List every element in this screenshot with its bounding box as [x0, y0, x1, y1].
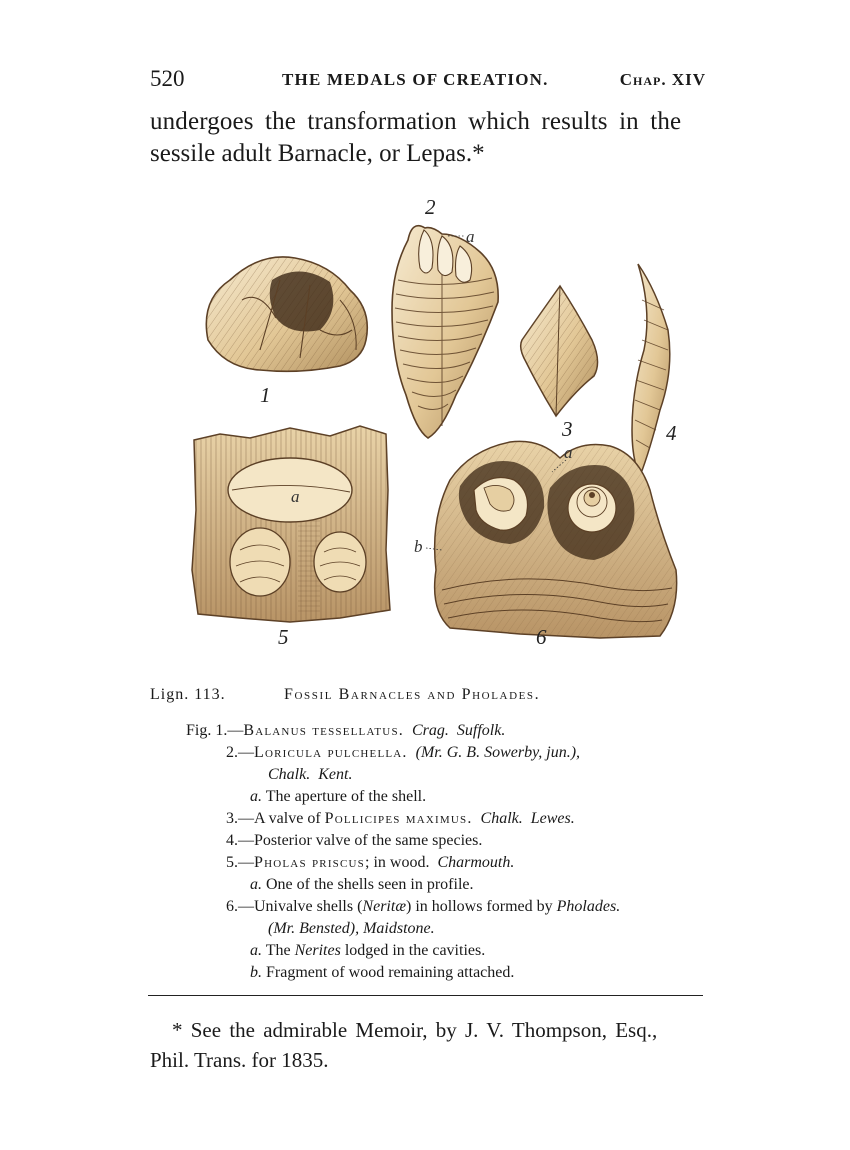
legend-text: One of the shells seen in profile. [266, 876, 474, 893]
sub-letter: a. [250, 788, 262, 805]
fig-6-letter-a: a [564, 443, 573, 462]
authority: (Mr. G. B. Sowerby, jun.), [415, 744, 581, 761]
chapter-label: Chap. XIV [619, 70, 706, 89]
fig-label-4: 4 [666, 421, 677, 445]
legend-row-fig-2 [186, 742, 706, 764]
authority: (Mr. Bensted), [268, 920, 360, 937]
sub-letter: b. [250, 964, 262, 981]
fig-label-6: 6 [536, 625, 547, 649]
legend-row-fig-5a [186, 874, 706, 896]
plate-svg [180, 190, 700, 660]
sub-letter: a. [250, 942, 262, 959]
body-line-2: sessile adult Barnacle, or Lepas.* [150, 140, 485, 167]
species-name: Balanus tessellatus. [243, 722, 404, 739]
fig-label-3: 3 [562, 417, 573, 441]
running-title: THE MEDALS OF CREATION. [282, 70, 549, 89]
legend-text: lodged in the cavities. [344, 942, 486, 959]
legend-row-fig-6 [186, 896, 706, 918]
locality: Lewes. [530, 810, 575, 827]
footnote-line-1: * See the admirable Memoir, by J. V. Thompson, Esq., [172, 1018, 658, 1042]
figure-legend [186, 720, 706, 984]
fig-3-pollicipes-valve [521, 286, 598, 416]
fig-label-5: 5 [278, 625, 289, 649]
fig-4-posterior-valve [632, 264, 670, 476]
fig-5-letter-a: a [291, 487, 300, 506]
legend-fig-number: 5.— [226, 854, 254, 871]
sub-letter: a. [250, 876, 262, 893]
legend-text: 3.—A valve of [226, 810, 321, 827]
legend-fig-number: Fig. 1.— [186, 722, 244, 739]
locality: Chalk. [480, 810, 523, 827]
legend-text: 4.—Posterior valve of the same species. [226, 832, 483, 849]
locality: Kent. [318, 766, 353, 783]
body-line-1: undergoes the transformation which results in the [150, 108, 682, 135]
legend-row-fig-6-locality [186, 918, 706, 940]
fig-2-loricula [392, 226, 498, 438]
body-paragraph [150, 106, 710, 170]
page-number: 520 [150, 66, 185, 91]
legend-row-fig-2a [186, 786, 706, 808]
legend-text: The [265, 942, 291, 959]
legend-row-fig-6b [186, 962, 706, 984]
legend-text: 6.—Univalve shells ( [226, 898, 363, 915]
locality: Chalk. [268, 766, 311, 783]
legend-row-fig-6a [186, 940, 706, 962]
fig-2-letter-a: a [466, 227, 475, 246]
fig-label-1: 1 [260, 383, 271, 407]
footnote-divider [148, 995, 703, 996]
species-name: Pollicipes maximus. [324, 810, 473, 827]
fossil-plate-illustration [180, 190, 700, 660]
legend-row-fig-1 [186, 720, 706, 742]
running-header [150, 66, 706, 96]
locality: Charmouth. [437, 854, 515, 871]
species-name: Pholas priscus [254, 854, 366, 871]
figure-caption-heading [150, 686, 710, 708]
legend-row-fig-2-locality [186, 764, 706, 786]
legend-text: The aperture of the shell. [265, 788, 427, 805]
taxon-italic: Pholades. [556, 898, 621, 915]
legend-row-fig-5 [186, 852, 706, 874]
locality: Suffolk. [456, 722, 506, 739]
footnote-line-2: Phil. Trans. for 1835. [150, 1048, 329, 1072]
fig-6-nerites-in-wood [426, 441, 677, 638]
caption-title: Fossil Barnacles and Pholades. [284, 686, 541, 703]
taxon-italic: Neritæ [362, 898, 406, 915]
legend-text: ) in hollows formed by [405, 898, 553, 915]
locality: Crag. [411, 722, 449, 739]
legend-text: ; in wood. [365, 854, 430, 871]
fig-6-letter-b: b [414, 537, 423, 556]
taxon-italic: Nerites [294, 942, 341, 959]
legend-text: Fragment of wood remaining attached. [266, 964, 515, 981]
fig-1-balanus [206, 257, 367, 371]
fig-5-pholas-in-wood [192, 426, 390, 622]
locality: Maidstone. [363, 920, 435, 937]
species-name: Loricula pulchella. [254, 744, 408, 761]
fig-label-2: 2 [425, 195, 436, 219]
footnote [150, 1015, 710, 1075]
legend-row-fig-4 [186, 830, 706, 852]
plate-reference: Lign. 113. [150, 686, 226, 703]
legend-fig-number: 2.— [226, 744, 254, 761]
legend-row-fig-3 [186, 808, 706, 830]
